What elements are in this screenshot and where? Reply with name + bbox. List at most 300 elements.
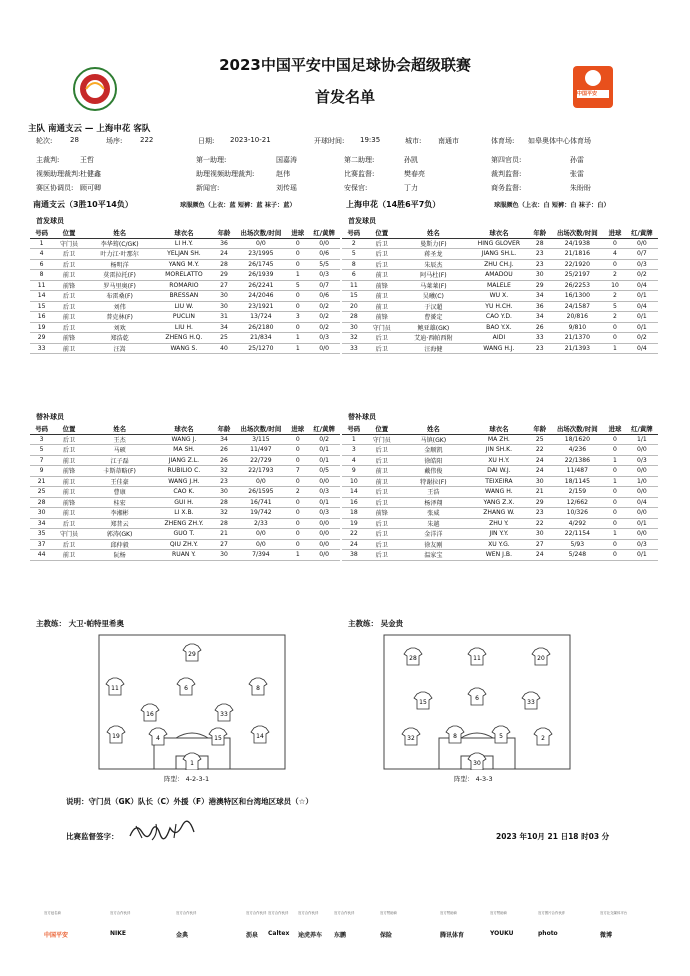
player-cell: 27	[213, 539, 234, 550]
player-cell: 15	[342, 291, 366, 302]
player-cell: WANG S.	[154, 343, 213, 354]
player-row	[342, 291, 658, 302]
player-cell: 0/1	[626, 322, 658, 333]
player-cell: 29	[529, 280, 550, 291]
player-cell: 4/236	[550, 445, 604, 456]
player-cell: 30	[213, 291, 234, 302]
player-cell: 0	[287, 259, 308, 270]
info-value: 孙雷	[570, 156, 584, 164]
player-cell: 后卫	[366, 539, 398, 550]
player-cell: YELJAN SH.	[154, 249, 213, 260]
page-title: 2023中国平安中国足球协会超级联赛	[219, 56, 471, 74]
player-cell: 张威	[398, 508, 469, 519]
sponsor-category: 官方赞助商	[440, 911, 457, 915]
player-cell: 后卫	[53, 259, 85, 270]
player-cell: ZHENG H.Q.	[154, 333, 213, 344]
player-cell: 24	[529, 550, 550, 561]
player-cell: 特谢拉(F)	[398, 476, 469, 487]
player-cell: 1	[342, 434, 366, 445]
player-shirt-icon	[251, 726, 269, 743]
player-cell: 2	[604, 291, 625, 302]
home-kit-colors: 球服颜色（上衣：蓝 短裤：蓝 袜子：蓝）	[180, 202, 296, 209]
info-value: 2023-10-21	[230, 136, 271, 144]
column-header: 球衣名	[469, 228, 529, 238]
player-cell: 10	[342, 476, 366, 487]
player-cell: LI X.B.	[154, 508, 213, 519]
player-cell: MALELE	[469, 280, 529, 291]
player-cell: 后卫	[366, 518, 398, 529]
player-cell: 0/2	[626, 270, 658, 281]
info-label: 商务监督:	[491, 184, 522, 192]
player-cell: 35	[30, 529, 53, 540]
player-cell: 艾迪·西帕西附	[398, 333, 469, 344]
player-cell: 24	[529, 455, 550, 466]
player-cell: 0/3	[308, 333, 340, 344]
player-row	[342, 259, 658, 270]
player-cell: 30	[30, 508, 53, 519]
player-cell: 34	[30, 518, 53, 529]
player-cell: 后卫	[366, 238, 398, 249]
player-row	[342, 466, 658, 477]
player-cell: 戴伟俊	[398, 466, 469, 477]
player-cell: 34	[529, 312, 550, 323]
column-header: 红/黄牌	[626, 424, 658, 434]
player-row	[30, 333, 340, 344]
player-cell: 后卫	[53, 518, 85, 529]
player-cell: 金洋洋	[398, 529, 469, 540]
player-cell: 0/0	[235, 539, 288, 550]
column-header: 号码	[342, 228, 366, 238]
player-cell: 前卫	[53, 487, 85, 498]
player-cell: WANG H.J.	[469, 343, 529, 354]
player-row	[30, 466, 340, 477]
player-cell: 0	[604, 487, 625, 498]
player-cell: 8	[30, 270, 53, 281]
column-header: 年龄	[529, 424, 550, 434]
player-cell: JIN SH.K.	[469, 445, 529, 456]
player-cell: 7	[287, 466, 308, 477]
player-row	[30, 434, 340, 445]
player-row	[342, 270, 658, 281]
info-label: 安保官:	[344, 184, 368, 192]
away-kit-colors: 球服颜色（上衣：白 短裤：白 袜子：白）	[494, 202, 610, 209]
player-cell: 4	[342, 455, 366, 466]
player-cell: LIU H.	[154, 322, 213, 333]
column-header: 球衣名	[154, 424, 213, 434]
player-cell: 0/2	[308, 434, 340, 445]
player-cell: 前卫	[53, 455, 85, 466]
player-cell: GUO T.	[154, 529, 213, 540]
column-header: 位置	[53, 424, 85, 434]
player-row	[342, 445, 658, 456]
page-subtitle: 首发名单	[314, 88, 375, 106]
player-cell: 0	[287, 249, 308, 260]
sponsor-logo: 保险	[380, 932, 393, 939]
player-cell: 24	[529, 466, 550, 477]
player-cell: ZHU Y.	[469, 518, 529, 529]
player-shirt-icon	[177, 678, 195, 695]
player-cell: 前锋	[53, 333, 85, 344]
player-cell: 23/1995	[235, 249, 288, 260]
player-cell: 0/0	[308, 539, 340, 550]
player-cell: 罗马里奥(F)	[85, 280, 155, 291]
player-cell: CAO K.	[154, 487, 213, 498]
sponsor-logo: 金典	[176, 932, 189, 939]
player-cell: 28	[213, 518, 234, 529]
column-header: 年龄	[213, 424, 234, 434]
player-cell: HING GLOVER	[469, 238, 529, 249]
player-shirt-icon	[446, 726, 464, 743]
player-cell: YU H.CH.	[469, 301, 529, 312]
shirt-number: 15	[419, 699, 427, 706]
player-cell: 20/816	[550, 312, 604, 323]
player-cell: 0/1	[626, 312, 658, 323]
shirt-number: 16	[146, 711, 154, 718]
info-value: 19:35	[360, 136, 381, 144]
player-cell: 16/1300	[550, 291, 604, 302]
player-shirt-icon	[414, 692, 432, 709]
player-cell: 前卫	[53, 343, 85, 354]
player-cell: 前卫	[366, 301, 398, 312]
player-cell: 前卫	[53, 508, 85, 519]
sponsor-category: 官方赞助商	[380, 911, 397, 915]
player-cell: 桂宏	[85, 497, 155, 508]
player-row	[342, 322, 658, 333]
player-cell: 0	[287, 476, 308, 487]
shirt-number: 20	[537, 655, 545, 662]
info-label: 场序:	[106, 137, 123, 145]
player-cell: 18	[342, 508, 366, 519]
player-cell: 王浩	[398, 487, 469, 498]
player-cell: 19	[30, 322, 53, 333]
shirt-number: 6	[184, 685, 188, 692]
shirt-number: 28	[409, 655, 417, 662]
player-cell: 29	[529, 497, 550, 508]
player-cell: 1	[287, 550, 308, 561]
info-value: 赵伟	[276, 170, 290, 178]
player-cell: 24/1587	[550, 301, 604, 312]
player-cell: 26/1745	[235, 259, 288, 270]
info-value: 樊春亮	[404, 170, 425, 178]
sponsor-category: 官方合作伙伴	[268, 911, 289, 915]
info-label: 开球时间:	[314, 137, 345, 145]
player-cell: 0/1	[308, 445, 340, 456]
info-value: 222	[140, 136, 154, 144]
player-cell: 守门员	[366, 322, 398, 333]
player-cell: 8	[342, 259, 366, 270]
player-shirt-icon	[532, 648, 550, 665]
player-row	[30, 487, 340, 498]
player-cell: 前锋	[366, 280, 398, 291]
player-cell: 34	[213, 322, 234, 333]
player-cell: 22/1920	[550, 259, 604, 270]
player-cell: 27	[529, 539, 550, 550]
player-cell: 守门员	[53, 238, 85, 249]
player-cell: 19/742	[235, 508, 288, 519]
player-shirt-icon	[183, 753, 201, 770]
player-row	[30, 270, 340, 281]
away-formation: 阵型： 4-3-3	[454, 775, 493, 783]
player-cell: 36	[529, 301, 550, 312]
player-shirt-icon	[106, 678, 124, 695]
column-header: 位置	[53, 228, 85, 238]
player-cell: 6	[30, 259, 53, 270]
player-cell: 1	[287, 270, 308, 281]
player-cell: 11/497	[235, 445, 288, 456]
shirt-number: 33	[220, 711, 228, 718]
player-cell: WANG J.H.	[154, 476, 213, 487]
player-cell: 0/2	[308, 312, 340, 323]
player-shirt-icon	[534, 728, 552, 745]
player-row	[342, 238, 658, 249]
column-header: 红/黄牌	[308, 424, 340, 434]
sponsor-category: 官方合作伙伴	[246, 911, 267, 915]
info-label: 轮次:	[36, 137, 53, 145]
player-cell: 30	[529, 529, 550, 540]
info-label: 裁判监督:	[491, 170, 522, 178]
column-header: 姓名	[398, 424, 469, 434]
player-cell: 0	[604, 497, 625, 508]
player-shirt-icon	[468, 688, 486, 705]
player-cell: 鲍亚雄(GK)	[398, 322, 469, 333]
player-cell: 0/3	[308, 487, 340, 498]
player-cell: 刘欢	[85, 322, 155, 333]
player-cell: 0/1	[626, 518, 658, 529]
player-cell: 徐友刚	[398, 539, 469, 550]
player-cell: 后卫	[53, 291, 85, 302]
home-starters-table	[30, 228, 340, 354]
player-cell: 曹康	[85, 487, 155, 498]
player-cell: 36	[213, 238, 234, 249]
info-value: 王哲	[80, 156, 94, 164]
player-cell: 后卫	[366, 259, 398, 270]
player-cell: 0/1	[626, 291, 658, 302]
player-cell: 7	[30, 455, 53, 466]
player-cell: 0	[287, 322, 308, 333]
player-cell: 后卫	[53, 445, 85, 456]
shirt-number: 19	[112, 733, 120, 740]
info-label: 助理视频助理裁判:	[196, 170, 255, 178]
player-cell: 后卫	[366, 497, 398, 508]
info-value: 孙凯	[404, 156, 418, 164]
player-cell: 0/7	[626, 249, 658, 260]
player-cell: 0/0	[626, 529, 658, 540]
column-header: 进球	[604, 424, 625, 434]
player-row	[30, 529, 340, 540]
player-row	[342, 487, 658, 498]
player-cell: 邱仲毅	[85, 539, 155, 550]
player-cell: 30	[213, 301, 234, 312]
player-shirt-icon	[249, 678, 267, 695]
player-cell: 22/729	[235, 455, 288, 466]
player-cell: 2	[604, 270, 625, 281]
player-cell: 0/6	[308, 291, 340, 302]
player-shirt-icon	[149, 728, 167, 745]
player-cell: WEN J.B.	[469, 550, 529, 561]
player-cell: WANG J.	[154, 434, 213, 445]
player-row	[342, 455, 658, 466]
player-cell: 1	[604, 343, 625, 354]
column-header: 进球	[604, 228, 625, 238]
column-header: 位置	[366, 424, 398, 434]
sponsor-logo: NIKE	[110, 930, 127, 937]
home-formation-pitch	[98, 634, 286, 770]
player-cell: 杨明洋	[85, 259, 155, 270]
player-cell: 0	[287, 445, 308, 456]
player-cell: 前锋	[366, 508, 398, 519]
player-row	[342, 312, 658, 323]
column-header: 年龄	[213, 228, 234, 238]
player-cell: AMADOU	[469, 270, 529, 281]
player-cell: 0	[287, 301, 308, 312]
player-cell: 1	[604, 529, 625, 540]
player-cell: 5	[604, 301, 625, 312]
player-cell: 0/3	[308, 508, 340, 519]
player-cell: 5/5	[308, 259, 340, 270]
player-cell: 28	[342, 312, 366, 323]
player-cell: 1	[287, 343, 308, 354]
player-cell: 前卫	[366, 291, 398, 302]
player-cell: 24/1938	[550, 238, 604, 249]
player-cell: 0/2	[626, 333, 658, 344]
player-cell: 1	[604, 476, 625, 487]
player-cell: 王杰	[85, 434, 155, 445]
signed-time: 2023 年10月 21 日18 时03 分	[496, 832, 610, 841]
column-header: 号码	[30, 424, 53, 434]
player-cell: 26/2241	[235, 280, 288, 291]
player-cell: 叶力江·叶那尔	[85, 249, 155, 260]
player-cell: 5	[30, 445, 53, 456]
player-cell: 0/0	[308, 550, 340, 561]
player-cell: 前卫	[53, 550, 85, 561]
home-subs-table	[30, 424, 340, 561]
info-value: 南通市	[438, 137, 459, 145]
player-cell: 0/0	[626, 487, 658, 498]
player-cell: 2	[604, 312, 625, 323]
player-cell: 0/0	[235, 476, 288, 487]
player-cell: 3/115	[235, 434, 288, 445]
player-cell: 20	[342, 301, 366, 312]
home-subs-title: 替补球员	[36, 413, 64, 421]
player-cell: ZHANG W.	[469, 508, 529, 519]
player-cell: 21/1393	[550, 343, 604, 354]
player-cell: 前锋	[53, 280, 85, 291]
player-cell: 0	[604, 259, 625, 270]
player-cell: 21	[30, 476, 53, 487]
player-cell: 28	[213, 497, 234, 508]
player-cell: 25	[213, 333, 234, 344]
player-cell: 9/810	[550, 322, 604, 333]
player-cell: AIDI	[469, 333, 529, 344]
player-cell: JIANG Z.L.	[154, 455, 213, 466]
column-header: 球衣名	[469, 424, 529, 434]
player-cell: 2/33	[235, 518, 288, 529]
player-cell: 0/7	[308, 280, 340, 291]
info-value: 28	[70, 136, 79, 144]
home-coach: 主教练： 大卫·帕特里希奥	[36, 619, 124, 628]
shirt-number: 5	[499, 733, 503, 740]
player-cell: 后卫	[366, 249, 398, 260]
player-cell: 阮杨	[85, 550, 155, 561]
player-cell: 蒋圣龙	[398, 249, 469, 260]
sponsor-logo: 微博	[600, 932, 613, 939]
player-cell: 普克林(F)	[85, 312, 155, 323]
player-cell: 0	[604, 434, 625, 445]
player-cell: 汪嵩	[85, 343, 155, 354]
player-cell: 汪海健	[398, 343, 469, 354]
column-header: 号码	[342, 424, 366, 434]
player-cell: LIU W.	[154, 301, 213, 312]
player-cell: 24	[213, 249, 234, 260]
player-row	[342, 508, 658, 519]
shirt-number: 11	[111, 685, 119, 692]
player-cell: 16	[342, 497, 366, 508]
player-cell: 30	[342, 322, 366, 333]
player-cell: 21/1370	[550, 333, 604, 344]
player-cell: 26/2180	[235, 322, 288, 333]
player-cell: 0	[287, 497, 308, 508]
player-cell: 前卫	[366, 270, 398, 281]
column-header: 进球	[287, 228, 308, 238]
player-cell: 15	[30, 301, 53, 312]
legend-note: 说明：守门员（GK）队长（C）外援（F）港澳特区和台湾地区球员（☆）	[66, 797, 313, 806]
player-shirt-icon	[215, 704, 233, 721]
sponsor-category: 官方合作伙伴	[334, 911, 355, 915]
column-header: 出场次数/时间	[550, 228, 604, 238]
player-cell: 朱越	[398, 518, 469, 529]
player-shirt-icon	[404, 648, 422, 665]
player-cell: MORELATTO	[154, 270, 213, 281]
player-cell: 前锋	[53, 497, 85, 508]
player-cell: 0/0	[308, 343, 340, 354]
player-cell: YANG Z.X.	[469, 497, 529, 508]
player-cell: 0/0	[626, 466, 658, 477]
sponsor-logo: 中国平安	[44, 932, 69, 939]
player-cell: 后卫	[366, 529, 398, 540]
player-row	[342, 434, 658, 445]
player-cell: 0	[604, 539, 625, 550]
player-cell: 前锋	[53, 466, 85, 477]
info-label: 主裁判:	[36, 156, 60, 164]
sponsor-logo: YOUKU	[490, 930, 514, 937]
player-cell: GUI H.	[154, 497, 213, 508]
player-cell: 3	[287, 312, 308, 323]
player-row	[30, 550, 340, 561]
player-cell: 33	[342, 343, 366, 354]
info-value: 刘传瑶	[276, 184, 297, 192]
player-cell: 郑浩乾	[85, 333, 155, 344]
player-cell: 9	[342, 466, 366, 477]
player-shirt-icon	[522, 692, 540, 709]
player-row	[30, 476, 340, 487]
away-formation-pitch	[383, 634, 571, 770]
away-starters-table	[342, 228, 658, 354]
player-cell: 11/487	[550, 466, 604, 477]
player-row	[342, 333, 658, 344]
player-cell: 金顺凯	[398, 445, 469, 456]
player-cell: XU Y.G.	[469, 539, 529, 550]
player-cell: 朱辰杰	[398, 259, 469, 270]
column-header: 出场次数/时间	[235, 424, 288, 434]
player-cell: 杨泽翔	[398, 497, 469, 508]
player-cell: 5/248	[550, 550, 604, 561]
column-header: 球衣名	[154, 228, 213, 238]
player-cell: 马硕	[85, 445, 155, 456]
player-row	[342, 550, 658, 561]
player-cell: 后卫	[53, 539, 85, 550]
info-label: 体育场:	[491, 137, 515, 145]
player-cell: 14	[30, 291, 53, 302]
